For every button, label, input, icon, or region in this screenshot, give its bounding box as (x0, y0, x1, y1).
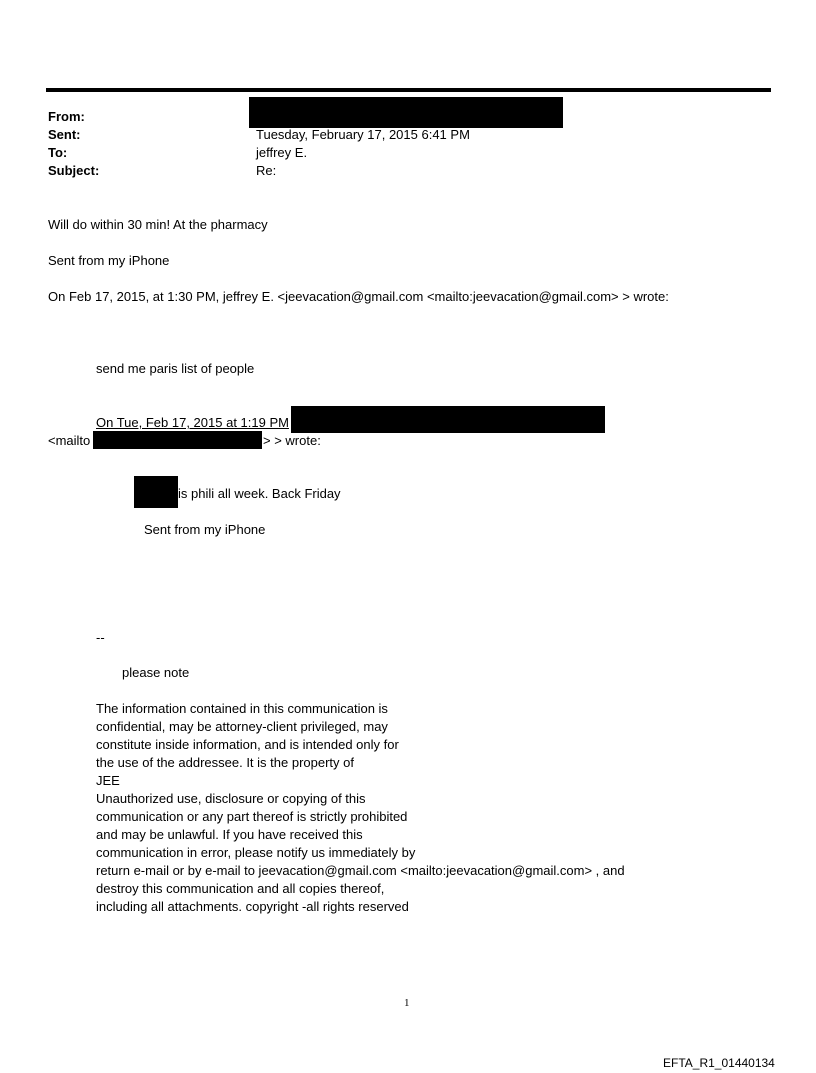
separator-dashes: -- (96, 630, 105, 645)
to-value: jeffrey E. (256, 145, 308, 160)
from-label: From: (48, 109, 85, 124)
disclaimer-line: communication in error, please notify us immediately by (96, 845, 416, 860)
disclaimer-line: return e-mail or by e-mail to jeevacation@gmail.com <mailto:jeevacation@gmail.com> , and (96, 863, 625, 878)
mailto-prefix: <mailto (48, 433, 91, 448)
sent-label: Sent: (48, 127, 81, 142)
disclaimer-line: the use of the addressee. It is the property of (96, 755, 354, 770)
wrote-suffix: > > wrote: (263, 433, 321, 448)
disclaimer-line: constitute inside information, and is intended only for (96, 737, 399, 752)
quote-header: On Feb 17, 2015, at 1:30 PM, jeffrey E. <jeevacation@gmail.com <mailto:jeevacation@gmail.com> > wrote: (48, 289, 669, 304)
disclaimer-line: destroy this communication and all copies thereof, (96, 881, 385, 896)
disclaimer-line: JEE (96, 773, 120, 788)
subject-label: Subject: (48, 163, 100, 178)
redaction-mailto (93, 431, 262, 449)
quoted-signature-2: Sent from my iPhone (144, 522, 266, 537)
page-number: 1 (404, 997, 410, 1009)
quoted-attribution: On Tue, Feb 17, 2015 at 1:19 PM (96, 415, 289, 430)
disclaimer-line: communication or any part thereof is strictly prohibited (96, 809, 408, 824)
sent-value: Tuesday, February 17, 2015 6:41 PM (256, 127, 470, 142)
message-line: Will do within 30 min! At the pharmacy (48, 217, 268, 232)
to-label: To: (48, 145, 68, 160)
disclaimer-line: The information contained in this communication is (96, 701, 388, 716)
message-signature: Sent from my iPhone (48, 253, 170, 268)
header-rule (46, 88, 771, 92)
disclaimer-line: and may be unlawful. If you have received this (96, 827, 363, 842)
disclaimer-line: confidential, may be attorney-client privileged, may (96, 719, 388, 734)
disclaimer-line: Unauthorized use, disclosure or copying of this (96, 791, 366, 806)
disclaimer-note: please note (122, 665, 190, 680)
redaction-from (249, 97, 563, 128)
quoted-text-2: is phili all week. Back Friday (178, 486, 341, 501)
redaction-name (134, 476, 178, 508)
redaction-attribution (291, 406, 605, 433)
quoted-text: send me paris list of people (96, 361, 255, 376)
subject-value: Re: (256, 163, 277, 178)
disclaimer-line: including all attachments. copyright -all rights reserved (96, 899, 409, 914)
document-id: EFTA_R1_01440134 (663, 1056, 775, 1070)
